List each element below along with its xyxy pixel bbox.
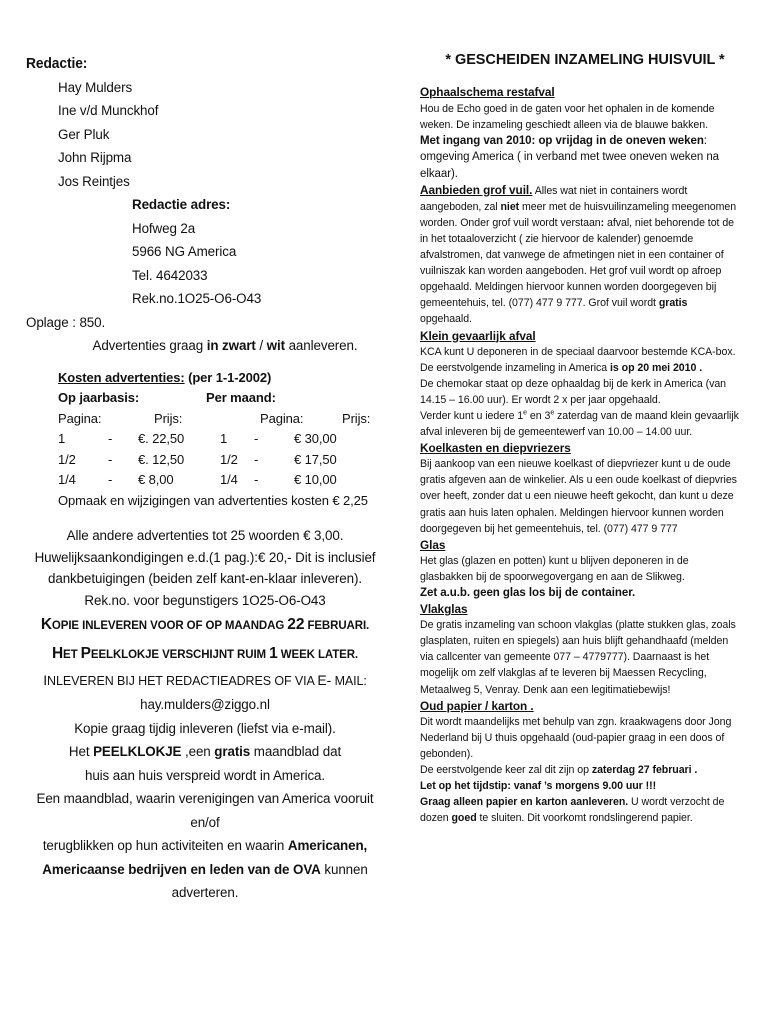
submit-early-note: Kopie graag tijdig inleveren (liefst via e-mail).: [74, 720, 336, 736]
submission-text: E-: [317, 672, 332, 688]
address-line: Hofweg 2a: [132, 220, 196, 236]
rate-dash: -: [254, 472, 259, 487]
rate-page: 1/2: [220, 451, 238, 467]
section-heading: Aanbieden grof vuil.: [420, 182, 533, 197]
section-heading: Vlakglas: [420, 602, 468, 617]
rates-column-header: [58, 409, 384, 430]
bold-text: niet: [500, 200, 520, 213]
note-text: maandblad dat: [250, 744, 342, 759]
publication-text: 1: [269, 645, 278, 662]
info-line: Rek.no. voor begunstigers 1O25-O6-O43: [84, 592, 326, 608]
note-text: Het: [68, 744, 94, 759]
editor-name: Hay Mulders: [58, 79, 133, 95]
rates-period-header: [58, 388, 384, 409]
section-text: afval, niet behorende tot de in het totaaloverzicht ( zie hiervoor de kalender) genoemde afvalstromen, dat vanwege de afmetingen niet in een container of vuilniszak kan worden aangeboden. Het grof vuil wordt op afroep opgehaald. Meldingen hiervoor kunnen worden doorgegeven bij gemeentehuis, tel. (077) 477 9 777. Grof vuil wordt: [420, 216, 735, 310]
section-oud-papier: [420, 698, 740, 827]
info-line: Alle andere advertenties tot 25 woorden € 3,00.: [66, 528, 344, 543]
bold-text: Met ingang van 2010: op vrijdag in de oneven weken: [420, 135, 704, 148]
section-text: Het glas (glazen en potten) kunt u blijven deponeren in de glasbakken bij de spoorwegovergang en aan de Slikweg.: [420, 554, 689, 583]
adv-bold: wit: [266, 338, 285, 353]
oplage: Oplage : 850.: [26, 314, 106, 330]
submission-text: I: [43, 672, 48, 688]
deadline-notice: [26, 611, 384, 640]
advertising-note: [26, 334, 384, 358]
section-text: zaterdag van de maand klein gevaarlijk afval inleveren bij de gemeentewerf van 10.00 – 14.00 uur.: [420, 409, 739, 439]
section-text: [420, 408, 740, 440]
rate-price: € 30,00: [294, 431, 337, 446]
free-monthly-note: [26, 740, 384, 764]
contact-section: [26, 693, 384, 905]
rate-price: € 8,00: [138, 472, 174, 487]
rate-price: €. 22,50: [138, 431, 185, 446]
section-ophaalschema: [420, 84, 740, 182]
adv-text: /: [255, 338, 267, 353]
bold-text: is op 20 mei 2010 .: [610, 361, 703, 374]
redactie-heading: Redactie:: [26, 55, 88, 72]
other-ads-info: [26, 525, 384, 611]
col-prijs: Prijs:: [342, 410, 371, 426]
address-line: Tel. 4642033: [132, 267, 208, 283]
right-column: [420, 52, 740, 826]
editorial-address: [26, 193, 384, 311]
desc-bold: Americanen,: [287, 838, 368, 853]
note-bold: gratis: [214, 744, 251, 759]
section-text: [420, 182, 740, 328]
section-koelkasten: [420, 440, 740, 537]
rate-dash: -: [108, 451, 113, 467]
bold-text: :: [600, 216, 605, 229]
bold-text: Let op het tijdstip: vanaf ’s morgens 9.00 uur !!!: [420, 780, 657, 793]
rates-date: (per 1-1-2002): [184, 369, 272, 385]
publication-text: WEEK LATER.: [277, 649, 359, 661]
desc-text: kunnen: [320, 861, 368, 877]
bold-text: Graag alleen papier en karton aanleveren.: [420, 796, 629, 809]
section-text: U wordt verzocht de dozen: [420, 796, 725, 825]
note-text: ,een: [181, 744, 215, 759]
section-heading: Glas: [420, 537, 446, 552]
rate-dash: -: [254, 431, 259, 446]
rates-title-text: Kosten advertenties:: [58, 369, 185, 385]
rate-dash: -: [108, 472, 113, 487]
address-label: Redactie adres:: [132, 197, 231, 212]
layout-cost-note: Opmaak en wijzigingen van advertenties kosten € 2,25: [58, 492, 368, 508]
bold-text: zaterdag 27 februari .: [591, 764, 698, 777]
section-text: Bij aankoop van een nieuwe koelkast of diepvriezer kunt u de oude gratis afgeven aan de winkelier. Als u een oude koelkast of diepvries over heeft, zonder dat u een nieuwe heeft gekocht, dan kunt u deze gratis aan huis laten ophalen. Meldingen hiervoor kunnen worden doorgegeven bij het gemeentehuis, tel. (077) 477 9 777: [420, 458, 737, 535]
section-text: meer met de huisvuilinzameling meegenomen worden. Onder grof vuil wordt verstaan: [420, 200, 737, 229]
note-bold: PEELKLOKJE: [93, 744, 182, 759]
desc-bold: Americaanse bedrijven en leden van de OVA: [42, 861, 321, 877]
section-text: De eerstvolgende keer zal dit zijn op: [420, 764, 592, 777]
section-text: : omgeving America ( in verband met twee oneven weken na elkaar).: [420, 135, 720, 180]
rate-row: [58, 470, 384, 491]
rate-row: [58, 429, 384, 450]
rates-title: [58, 368, 384, 389]
section-kca: [420, 328, 740, 441]
rate-page: 1/4: [220, 472, 238, 487]
rate-price: € 10,00: [294, 472, 337, 487]
info-line: Huwelijksaankondigingen e.d.(1 pag.):€ 20,- Dit is inclusief: [34, 549, 376, 565]
publication-notice: [26, 640, 384, 669]
rate-price: €. 12,50: [138, 451, 185, 467]
col-pagina: Pagina:: [260, 410, 304, 426]
waste-collection-title: * GESCHEIDEN INZAMELING HUISVUIL *: [445, 52, 725, 68]
submission-info: [26, 669, 384, 693]
section-grof-vuil: [420, 182, 740, 328]
deadline-text: 22: [287, 616, 305, 633]
publication-text: P: [80, 645, 91, 662]
rate-page: 1: [220, 431, 228, 446]
bold-text: gratis: [658, 297, 688, 310]
left-column: [26, 52, 384, 905]
col-prijs: Prijs:: [154, 410, 183, 426]
monthly-description: [26, 834, 384, 858]
monthly-label: Per maand:: [206, 390, 276, 405]
section-heading: Oud papier / karton .: [420, 698, 534, 713]
submission-text: MAIL:: [331, 674, 367, 688]
section-text: [420, 344, 740, 376]
bold-text: Zet a.u.b. geen glas los bij de container.: [420, 587, 636, 599]
section-glas: [420, 537, 740, 601]
distribution-note: huis aan huis verspreid wordt in America.: [84, 767, 326, 783]
col-pagina: Pagina:: [58, 410, 102, 426]
superscript: e: [550, 409, 555, 417]
section-heading: restafval: [503, 85, 555, 100]
section-text: Verder kunt u iedere 1: [420, 409, 524, 422]
section-text: KCA kunt U deponeren in de speciaal daarvoor bestemde KCA-box. De eerstvolgende inzameling in America: [420, 345, 736, 374]
yearly-label: Op jaarbasis:: [58, 390, 140, 405]
section-text: [420, 794, 740, 826]
adv-bold: in zwart: [206, 338, 256, 353]
section-text: en 3: [527, 409, 551, 422]
adv-text: aanleveren.: [284, 338, 358, 353]
publication-text: H: [51, 645, 64, 662]
section-text: [420, 133, 740, 181]
editor-name: John Rijpma: [58, 150, 132, 165]
section-text: De chemokar staat op deze ophaaldag bij de kerk in America (van 14.15 – 16.00 uur). Er wordt 2 x per jaar opgehaald.: [420, 377, 727, 406]
section-heading: Ophaalschema: [420, 85, 504, 100]
monthly-description: adverteren.: [171, 885, 239, 900]
submission-text: NLEVEREN BIJ HET REDACTIEADRES OF VIA: [47, 674, 318, 688]
deadline-text: K: [40, 616, 52, 633]
section-text: Hou de Echo goed in de gaten voor het ophalen in de komende weken. De inzameling geschiedt alleen via de blauwe bakken.: [420, 103, 715, 132]
rate-row: [58, 450, 384, 471]
address-line: Rek.no.1O25-O6-O43: [132, 291, 262, 306]
deadline-text: OPIE INLEVEREN VOOR OF OP MAANDAG: [51, 620, 288, 632]
editor-name: Ger Pluk: [58, 126, 110, 142]
section-text: opgehaald.: [420, 313, 472, 326]
rate-dash: -: [254, 451, 259, 467]
rate-page: 1: [58, 431, 66, 446]
section-text: Alles wat niet in containers wordt aangeboden, zal: [420, 184, 688, 213]
section-heading: Koelkasten en diepvriezers: [420, 441, 571, 456]
section-text: te sluiten. Dit voorkomt rondslingerend papier.: [476, 812, 693, 825]
section-text: De gratis inzameling van schoon vlakglas (platte stukken glas, zoals glasplaten, ruiten en spiegels) aan huis blijft gehandhaafd (melden via callcenter van gemeente 077 – 4779777). Daarnaast is het mogelijk om zelf vlakglas af te leveren bij Maessen Recycling, Metaalweg 5, Venray. Denk aan een legitimatiebewijs!: [420, 619, 736, 696]
editor-name: Jos Reintjes: [58, 173, 130, 189]
email-address[interactable]: hay.mulders@ziggo.nl: [140, 697, 270, 712]
publication-text: ET: [63, 649, 81, 661]
deadline-text: FEBRUARI.: [304, 620, 370, 632]
section-text: [420, 762, 740, 778]
rate-price: € 17,50: [294, 451, 337, 467]
editor-names: [26, 76, 384, 194]
monthly-description: Een maandblad, waarin verenigingen van America vooruit en/of: [36, 791, 374, 830]
editor-name: Ine v/d Munckhof: [58, 103, 159, 118]
rate-page: 1/2: [58, 451, 76, 467]
desc-text: terugblikken op hun activiteiten en waarin: [42, 838, 288, 853]
publication-text: EELKLOKJE VERSCHIJNT RUIM: [90, 649, 270, 661]
info-line: dankbetuigingen (beiden zelf kant-en-klaar inleveren).: [48, 571, 362, 586]
advertising-rates: [26, 368, 384, 512]
section-heading: Klein gevaarlijk afval: [420, 328, 536, 343]
rate-page: 1/4: [58, 472, 76, 487]
section-text: Dit wordt maandelijks met behulp van zgn. kraakwagens door Jong Nederland bij U thuis opgehaald (oud-papier graag in een doos of gebonden).: [420, 715, 732, 760]
adv-text: Advertenties graag: [92, 338, 207, 353]
superscript: e: [523, 409, 527, 417]
address-line: 5966 NG America: [132, 244, 237, 259]
bold-text: goed: [451, 812, 477, 825]
monthly-description: [26, 858, 384, 882]
rate-dash: -: [108, 431, 113, 446]
section-vlakglas: [420, 601, 740, 698]
